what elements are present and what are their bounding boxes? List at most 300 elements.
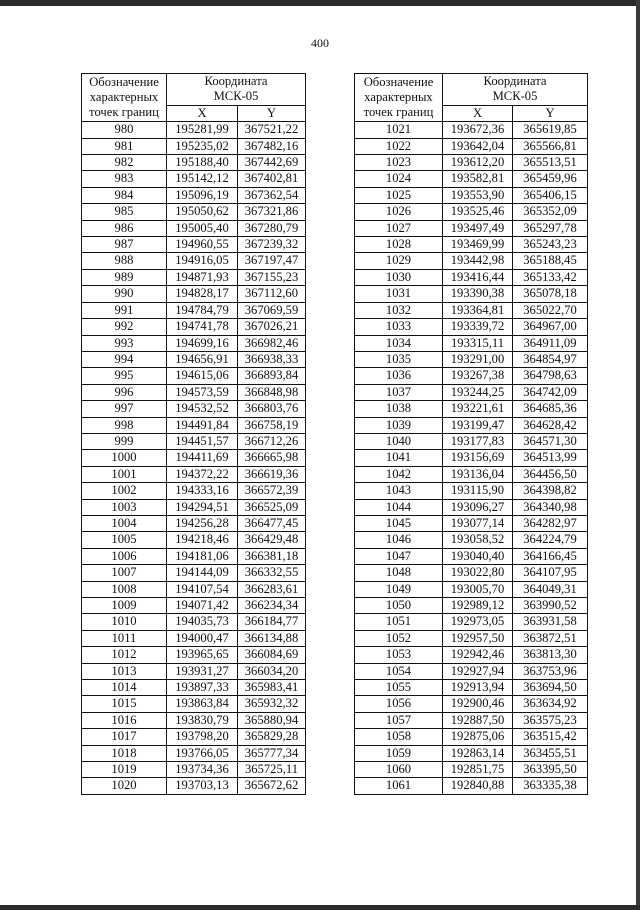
point-id-cell: 1040 xyxy=(355,433,443,449)
page-number: 400 xyxy=(311,36,329,50)
x-cell: 194181,06 xyxy=(167,548,238,564)
table-row xyxy=(355,515,588,531)
y-cell: 365352,09 xyxy=(513,204,588,220)
table-row xyxy=(82,171,306,187)
point-id-cell: 1000 xyxy=(82,450,167,466)
scan-edge-right xyxy=(636,0,640,910)
y-cell: 365777,34 xyxy=(238,745,306,761)
x-cell: 193115,90 xyxy=(443,483,513,499)
point-id-cell: 1058 xyxy=(355,729,443,745)
table-row xyxy=(82,253,306,269)
x-cell: 193364,81 xyxy=(443,302,513,318)
point-id-cell: 1032 xyxy=(355,302,443,318)
y-cell: 363634,92 xyxy=(513,696,588,712)
x-cell: 194372,22 xyxy=(167,466,238,482)
point-id-cell: 986 xyxy=(82,220,167,236)
y-cell: 363753,96 xyxy=(513,663,588,679)
point-id-cell: 998 xyxy=(82,417,167,433)
y-cell: 364398,82 xyxy=(513,483,588,499)
right-table-body xyxy=(355,122,588,795)
point-id-cell: 997 xyxy=(82,401,167,417)
x-cell: 192840,88 xyxy=(443,778,513,794)
y-cell: 363990,52 xyxy=(513,598,588,614)
y-cell: 363455,51 xyxy=(513,745,588,761)
table-row xyxy=(82,302,306,318)
y-cell: 367521,22 xyxy=(238,122,306,138)
point-id-cell: 1043 xyxy=(355,483,443,499)
y-cell: 365513,51 xyxy=(513,155,588,171)
x-cell: 194828,17 xyxy=(167,286,238,302)
point-id-cell: 1037 xyxy=(355,384,443,400)
y-cell: 365829,28 xyxy=(238,729,306,745)
table-row xyxy=(355,466,588,482)
y-cell: 365619,85 xyxy=(513,122,588,138)
y-cell: 364224,79 xyxy=(513,532,588,548)
x-cell: 194960,55 xyxy=(167,237,238,253)
table-row xyxy=(355,155,588,171)
x-cell: 193582,81 xyxy=(443,171,513,187)
point-id-cell: 1017 xyxy=(82,729,167,745)
table-row xyxy=(82,614,306,630)
point-id-cell: 1010 xyxy=(82,614,167,630)
x-cell: 193058,52 xyxy=(443,532,513,548)
y-cell: 367402,81 xyxy=(238,171,306,187)
y-cell: 366184,77 xyxy=(238,614,306,630)
table-row xyxy=(355,712,588,728)
header-y: Y xyxy=(238,105,306,121)
table-row xyxy=(82,237,306,253)
table-row xyxy=(82,515,306,531)
x-cell: 194491,84 xyxy=(167,417,238,433)
x-cell: 195050,62 xyxy=(167,204,238,220)
table-row xyxy=(355,187,588,203)
x-cell: 193177,83 xyxy=(443,433,513,449)
x-cell: 193390,38 xyxy=(443,286,513,302)
x-cell: 195142,12 xyxy=(167,171,238,187)
table-row xyxy=(82,417,306,433)
table-row xyxy=(82,319,306,335)
y-cell: 367362,54 xyxy=(238,187,306,203)
point-id-cell: 1056 xyxy=(355,696,443,712)
x-cell: 193077,14 xyxy=(443,515,513,531)
table-row xyxy=(355,138,588,154)
table-row xyxy=(355,483,588,499)
x-cell: 194532,52 xyxy=(167,401,238,417)
table-row xyxy=(355,614,588,630)
y-cell: 366477,45 xyxy=(238,515,306,531)
point-id-cell: 1007 xyxy=(82,565,167,581)
point-id-cell: 1001 xyxy=(82,466,167,482)
table-row xyxy=(355,450,588,466)
x-cell: 195005,40 xyxy=(167,220,238,236)
y-cell: 364854,97 xyxy=(513,351,588,367)
x-cell: 192851,75 xyxy=(443,762,513,778)
y-cell: 363872,51 xyxy=(513,630,588,646)
table-row xyxy=(82,122,306,138)
table-row xyxy=(355,171,588,187)
x-cell: 193442,98 xyxy=(443,253,513,269)
y-cell: 366893,84 xyxy=(238,368,306,384)
point-id-cell: 1033 xyxy=(355,319,443,335)
table-row xyxy=(82,450,306,466)
y-cell: 367155,23 xyxy=(238,269,306,285)
table-row xyxy=(355,647,588,663)
x-cell: 192989,12 xyxy=(443,598,513,614)
y-cell: 364513,99 xyxy=(513,450,588,466)
point-id-cell: 980 xyxy=(82,122,167,138)
point-id-cell: 1039 xyxy=(355,417,443,433)
point-id-cell: 1050 xyxy=(355,598,443,614)
x-cell: 193897,33 xyxy=(167,680,238,696)
table-row xyxy=(82,729,306,745)
table-row xyxy=(82,138,306,154)
table-row xyxy=(355,269,588,285)
y-cell: 366429,48 xyxy=(238,532,306,548)
table-row xyxy=(82,696,306,712)
x-cell: 192887,50 xyxy=(443,712,513,728)
y-cell: 363813,30 xyxy=(513,647,588,663)
point-id-cell: 1012 xyxy=(82,647,167,663)
table-row xyxy=(355,729,588,745)
point-id-cell: 1016 xyxy=(82,712,167,728)
x-cell: 194741,78 xyxy=(167,319,238,335)
y-cell: 366803,76 xyxy=(238,401,306,417)
table-row xyxy=(82,532,306,548)
table-row xyxy=(355,745,588,761)
x-cell: 192973,05 xyxy=(443,614,513,630)
point-id-cell: 1057 xyxy=(355,712,443,728)
x-cell: 193734,36 xyxy=(167,762,238,778)
x-cell: 193672,36 xyxy=(443,122,513,138)
y-cell: 366134,88 xyxy=(238,630,306,646)
point-id-cell: 1041 xyxy=(355,450,443,466)
table-row xyxy=(355,335,588,351)
table-row xyxy=(355,286,588,302)
x-cell: 195188,40 xyxy=(167,155,238,171)
coordinates-table-left xyxy=(81,73,306,795)
y-cell: 363335,38 xyxy=(513,778,588,794)
y-cell: 367321,86 xyxy=(238,204,306,220)
x-cell: 193040,40 xyxy=(443,548,513,564)
x-cell: 193798,20 xyxy=(167,729,238,745)
x-cell: 192942,46 xyxy=(443,647,513,663)
table-row xyxy=(82,745,306,761)
point-id-cell: 996 xyxy=(82,384,167,400)
y-cell: 366034,20 xyxy=(238,663,306,679)
x-cell: 194071,42 xyxy=(167,598,238,614)
point-id-cell: 1048 xyxy=(355,565,443,581)
table-row xyxy=(355,630,588,646)
y-cell: 367482,16 xyxy=(238,138,306,154)
table-row xyxy=(82,663,306,679)
x-cell: 194784,79 xyxy=(167,302,238,318)
point-id-cell: 1006 xyxy=(82,548,167,564)
point-id-cell: 1003 xyxy=(82,499,167,515)
y-cell: 365078,18 xyxy=(513,286,588,302)
y-cell: 366938,33 xyxy=(238,351,306,367)
point-id-cell: 994 xyxy=(82,351,167,367)
coordinates-table-right xyxy=(354,73,588,795)
point-id-cell: 1028 xyxy=(355,237,443,253)
header-x: X xyxy=(443,105,513,121)
point-id-cell: 1055 xyxy=(355,680,443,696)
table-row xyxy=(355,696,588,712)
y-cell: 365880,94 xyxy=(238,712,306,728)
scan-edge-top xyxy=(0,0,640,6)
point-id-cell: 981 xyxy=(82,138,167,154)
x-cell: 195281,99 xyxy=(167,122,238,138)
table-row xyxy=(82,762,306,778)
point-id-cell: 987 xyxy=(82,237,167,253)
table-row xyxy=(82,466,306,482)
y-cell: 366712,26 xyxy=(238,433,306,449)
table-row xyxy=(355,319,588,335)
x-cell: 193416,44 xyxy=(443,269,513,285)
x-cell: 194615,06 xyxy=(167,368,238,384)
point-id-cell: 1036 xyxy=(355,368,443,384)
table-row xyxy=(82,335,306,351)
x-cell: 193863,84 xyxy=(167,696,238,712)
y-cell: 366381,18 xyxy=(238,548,306,564)
y-cell: 366525,09 xyxy=(238,499,306,515)
x-cell: 192913,94 xyxy=(443,680,513,696)
table-row xyxy=(82,220,306,236)
x-cell: 194699,16 xyxy=(167,335,238,351)
x-cell: 193005,70 xyxy=(443,581,513,597)
point-id-cell: 1011 xyxy=(82,630,167,646)
point-id-cell: 1038 xyxy=(355,401,443,417)
point-id-cell: 1025 xyxy=(355,187,443,203)
table-row xyxy=(82,565,306,581)
y-cell: 365932,32 xyxy=(238,696,306,712)
x-cell: 194144,09 xyxy=(167,565,238,581)
y-cell: 366848,98 xyxy=(238,384,306,400)
table-row xyxy=(82,499,306,515)
y-cell: 367197,47 xyxy=(238,253,306,269)
header-x: X xyxy=(167,105,238,121)
point-id-cell: 1023 xyxy=(355,155,443,171)
x-cell: 193156,69 xyxy=(443,450,513,466)
x-cell: 193267,38 xyxy=(443,368,513,384)
point-id-cell: 1052 xyxy=(355,630,443,646)
y-cell: 365725,11 xyxy=(238,762,306,778)
table-row xyxy=(82,433,306,449)
point-id-cell: 1035 xyxy=(355,351,443,367)
table-row xyxy=(82,712,306,728)
x-cell: 193965,65 xyxy=(167,647,238,663)
point-id-cell: 1019 xyxy=(82,762,167,778)
x-cell: 193339,72 xyxy=(443,319,513,335)
table-row xyxy=(82,630,306,646)
table-row xyxy=(355,368,588,384)
table-row xyxy=(82,483,306,499)
x-cell: 193315,11 xyxy=(443,335,513,351)
y-cell: 363395,50 xyxy=(513,762,588,778)
x-cell: 193766,05 xyxy=(167,745,238,761)
point-id-cell: 1031 xyxy=(355,286,443,302)
x-cell: 194000,47 xyxy=(167,630,238,646)
x-cell: 193244,25 xyxy=(443,384,513,400)
point-id-cell: 1051 xyxy=(355,614,443,630)
table-row xyxy=(82,384,306,400)
point-id-cell: 1009 xyxy=(82,598,167,614)
header-point-designation: Обозначение характерных точек границ xyxy=(82,74,167,122)
y-cell: 365133,42 xyxy=(513,269,588,285)
table-row xyxy=(82,778,306,794)
table-row xyxy=(82,368,306,384)
table-row xyxy=(355,122,588,138)
table-row xyxy=(82,548,306,564)
y-cell: 367442,69 xyxy=(238,155,306,171)
x-cell: 193830,79 xyxy=(167,712,238,728)
y-cell: 366982,46 xyxy=(238,335,306,351)
table-row xyxy=(355,237,588,253)
table-row xyxy=(355,548,588,564)
table-row xyxy=(355,204,588,220)
point-id-cell: 1020 xyxy=(82,778,167,794)
x-cell: 194035,73 xyxy=(167,614,238,630)
y-cell: 365022,70 xyxy=(513,302,588,318)
y-cell: 364571,30 xyxy=(513,433,588,449)
point-id-cell: 995 xyxy=(82,368,167,384)
x-cell: 195096,19 xyxy=(167,187,238,203)
point-id-cell: 1004 xyxy=(82,515,167,531)
y-cell: 365406,15 xyxy=(513,187,588,203)
y-cell: 364166,45 xyxy=(513,548,588,564)
scan-edge-bottom xyxy=(0,905,640,910)
x-cell: 194107,54 xyxy=(167,581,238,597)
y-cell: 366665,98 xyxy=(238,450,306,466)
y-cell: 367069,59 xyxy=(238,302,306,318)
x-cell: 194871,93 xyxy=(167,269,238,285)
point-id-cell: 1034 xyxy=(355,335,443,351)
table-row xyxy=(355,302,588,318)
y-cell: 364282,97 xyxy=(513,515,588,531)
table-row xyxy=(355,351,588,367)
table-row xyxy=(355,680,588,696)
table-row xyxy=(355,778,588,794)
y-cell: 364456,50 xyxy=(513,466,588,482)
point-id-cell: 1005 xyxy=(82,532,167,548)
x-cell: 194294,51 xyxy=(167,499,238,515)
x-cell: 195235,02 xyxy=(167,138,238,154)
table-row xyxy=(355,417,588,433)
y-cell: 364107,95 xyxy=(513,565,588,581)
x-cell: 193199,47 xyxy=(443,417,513,433)
y-cell: 365188,45 xyxy=(513,253,588,269)
x-cell: 193642,04 xyxy=(443,138,513,154)
table-row xyxy=(82,204,306,220)
y-cell: 366619,36 xyxy=(238,466,306,482)
x-cell: 194573,59 xyxy=(167,384,238,400)
point-id-cell: 1046 xyxy=(355,532,443,548)
point-id-cell: 1054 xyxy=(355,663,443,679)
x-cell: 192863,14 xyxy=(443,745,513,761)
point-id-cell: 1060 xyxy=(355,762,443,778)
x-cell: 193136,04 xyxy=(443,466,513,482)
y-cell: 367239,32 xyxy=(238,237,306,253)
y-cell: 364685,36 xyxy=(513,401,588,417)
table-row xyxy=(355,220,588,236)
y-cell: 364049,31 xyxy=(513,581,588,597)
table-row xyxy=(82,401,306,417)
y-cell: 367280,79 xyxy=(238,220,306,236)
point-id-cell: 1030 xyxy=(355,269,443,285)
point-id-cell: 982 xyxy=(82,155,167,171)
point-id-cell: 990 xyxy=(82,286,167,302)
point-id-cell: 984 xyxy=(82,187,167,203)
x-cell: 193096,27 xyxy=(443,499,513,515)
x-cell: 193703,13 xyxy=(167,778,238,794)
table-row xyxy=(355,384,588,400)
point-id-cell: 1042 xyxy=(355,466,443,482)
x-cell: 192927,94 xyxy=(443,663,513,679)
table-row xyxy=(82,598,306,614)
point-id-cell: 1059 xyxy=(355,745,443,761)
point-id-cell: 993 xyxy=(82,335,167,351)
table-row xyxy=(82,286,306,302)
table-row xyxy=(355,532,588,548)
y-cell: 365459,96 xyxy=(513,171,588,187)
x-cell: 192900,46 xyxy=(443,696,513,712)
y-cell: 366283,61 xyxy=(238,581,306,597)
point-id-cell: 999 xyxy=(82,433,167,449)
point-id-cell: 1021 xyxy=(355,122,443,138)
y-cell: 365566,81 xyxy=(513,138,588,154)
y-cell: 365983,41 xyxy=(238,680,306,696)
table-row xyxy=(82,269,306,285)
y-cell: 366572,39 xyxy=(238,483,306,499)
point-id-cell: 1029 xyxy=(355,253,443,269)
y-cell: 365243,23 xyxy=(513,237,588,253)
x-cell: 194656,91 xyxy=(167,351,238,367)
table-row xyxy=(355,565,588,581)
x-cell: 194256,28 xyxy=(167,515,238,531)
table-row xyxy=(355,762,588,778)
point-id-cell: 1045 xyxy=(355,515,443,531)
header-point-designation: Обозначение характерных точек границ xyxy=(355,74,443,122)
table-row xyxy=(82,187,306,203)
point-id-cell: 1049 xyxy=(355,581,443,597)
y-cell: 366758,19 xyxy=(238,417,306,433)
table-row xyxy=(82,647,306,663)
point-id-cell: 983 xyxy=(82,171,167,187)
point-id-cell: 985 xyxy=(82,204,167,220)
table-row xyxy=(82,680,306,696)
y-cell: 364628,42 xyxy=(513,417,588,433)
x-cell: 192957,50 xyxy=(443,630,513,646)
header-y: Y xyxy=(513,105,588,121)
point-id-cell: 989 xyxy=(82,269,167,285)
x-cell: 193931,27 xyxy=(167,663,238,679)
y-cell: 367026,21 xyxy=(238,319,306,335)
header-coordinate: Координата МСК-05 xyxy=(443,74,588,106)
x-cell: 192875,06 xyxy=(443,729,513,745)
point-id-cell: 1053 xyxy=(355,647,443,663)
table-row xyxy=(355,499,588,515)
y-cell: 366234,34 xyxy=(238,598,306,614)
header-coordinate: Координата МСК-05 xyxy=(167,74,306,106)
y-cell: 366084,69 xyxy=(238,647,306,663)
table-row xyxy=(355,253,588,269)
x-cell: 194333,16 xyxy=(167,483,238,499)
x-cell: 193022,80 xyxy=(443,565,513,581)
y-cell: 367112,60 xyxy=(238,286,306,302)
point-id-cell: 991 xyxy=(82,302,167,318)
y-cell: 363575,23 xyxy=(513,712,588,728)
point-id-cell: 1022 xyxy=(355,138,443,154)
x-cell: 193525,46 xyxy=(443,204,513,220)
